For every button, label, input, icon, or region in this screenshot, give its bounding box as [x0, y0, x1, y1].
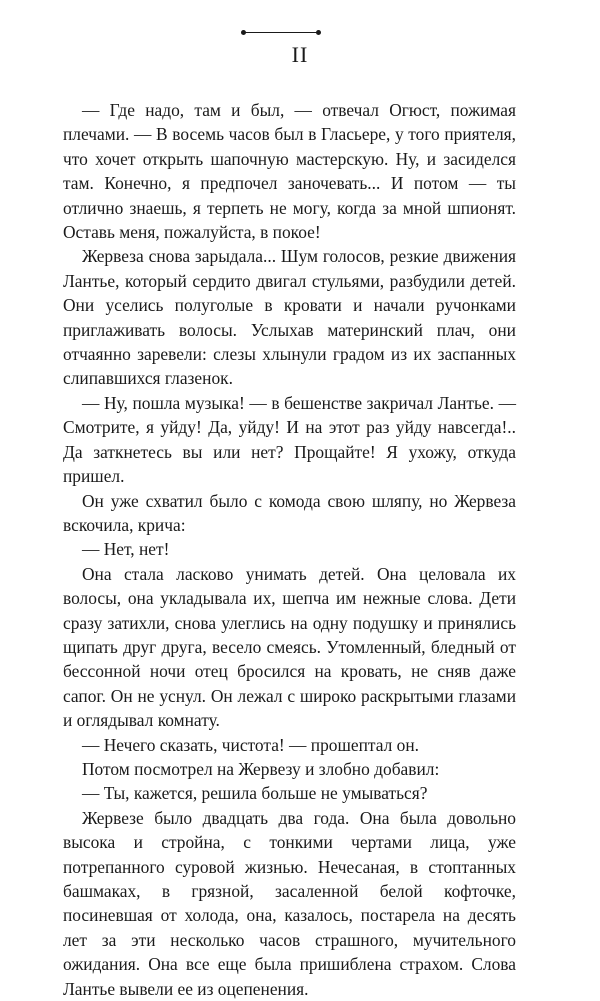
- divider-line: [245, 32, 317, 33]
- paragraph: Потом посмотрел на Жервезу и злобно добавил:: [82, 758, 440, 779]
- paragraph: — Ты, кажется, решила больше не умываться?: [82, 783, 428, 804]
- page-text: [63, 98, 516, 1001]
- chapter-header: [0, 42, 600, 68]
- divider-dot-left: [241, 30, 246, 35]
- divider-dot-right: [316, 30, 321, 35]
- paragraph: Он уже схватил было с комода свою шляпу, но Жервеза вскочила, крича:: [63, 490, 516, 535]
- chapter-divider-ornament: [241, 30, 321, 36]
- paragraph: — Нечего сказать, чистота! — прошептал он.: [82, 734, 419, 755]
- chapter-number: II: [291, 42, 309, 67]
- paragraph: — Нет, нет!: [82, 539, 170, 560]
- paragraph: Жервезе было двадцать два года. Она была довольно высока и стройна, с тонкими чертами лица, уже потрепанного суровой жизнью. Нечесаная, в стоптанных башмаках, в грязной, засаленной белой кофточке, посиневшая от холода, она, казалось, постарела на десять лет за эти несколько часов страшного, мучительного ожидания. Она все еще была пришиблена страхом. Слова Лантье вывели ее из оцепенения.: [63, 807, 516, 999]
- paragraph: — Ну, пошла музыка! — в бешенстве закричал Лантье. — Смотрите, я уйду! Да, уйду! И на этот раз уйду навсегда!.. Да заткнетесь вы или нет? Прощайте! Я ухожу, откуда пришел.: [63, 392, 516, 487]
- paragraph: Жервеза снова зарыдала... Шум голосов, резкие движения Лантье, который сердито двигал стульями, разбудили детей. Они уселись полуголые в кровати и начали ручонками приглаживать волосы. Услыхав материнский плач, они отчаянно заревели: слезы хлынули градом из их заспанных слипавшихся глазенок.: [63, 246, 516, 389]
- paragraph: — Где надо, там и был, — отвечал Огюст, пожимая плечами. — В восемь часов был в Гласьере, у того приятеля, что хочет открыть шапочную мастерскую. Ну, и засиделся там. Конечно, я предпочел заночевать... И потом — ты отлично знаешь, я терпеть не могу, когда за мной шпионят. Оставь меня, пожалуйста, в покое!: [63, 100, 516, 243]
- paragraph: Она стала ласково унимать детей. Она целовала их волосы, она укладывала их, шепча им нежные слова. Дети сразу затихли, снова улеглись на одну подушку и принялись щипать друг друга, весело смеясь. Утомленный, бледный от бессонной ночи отец бросился на кровать, не сняв даже сапог. Он не уснул. Он лежал с широко раскрытыми глазами и оглядывал комнату.: [63, 563, 516, 731]
